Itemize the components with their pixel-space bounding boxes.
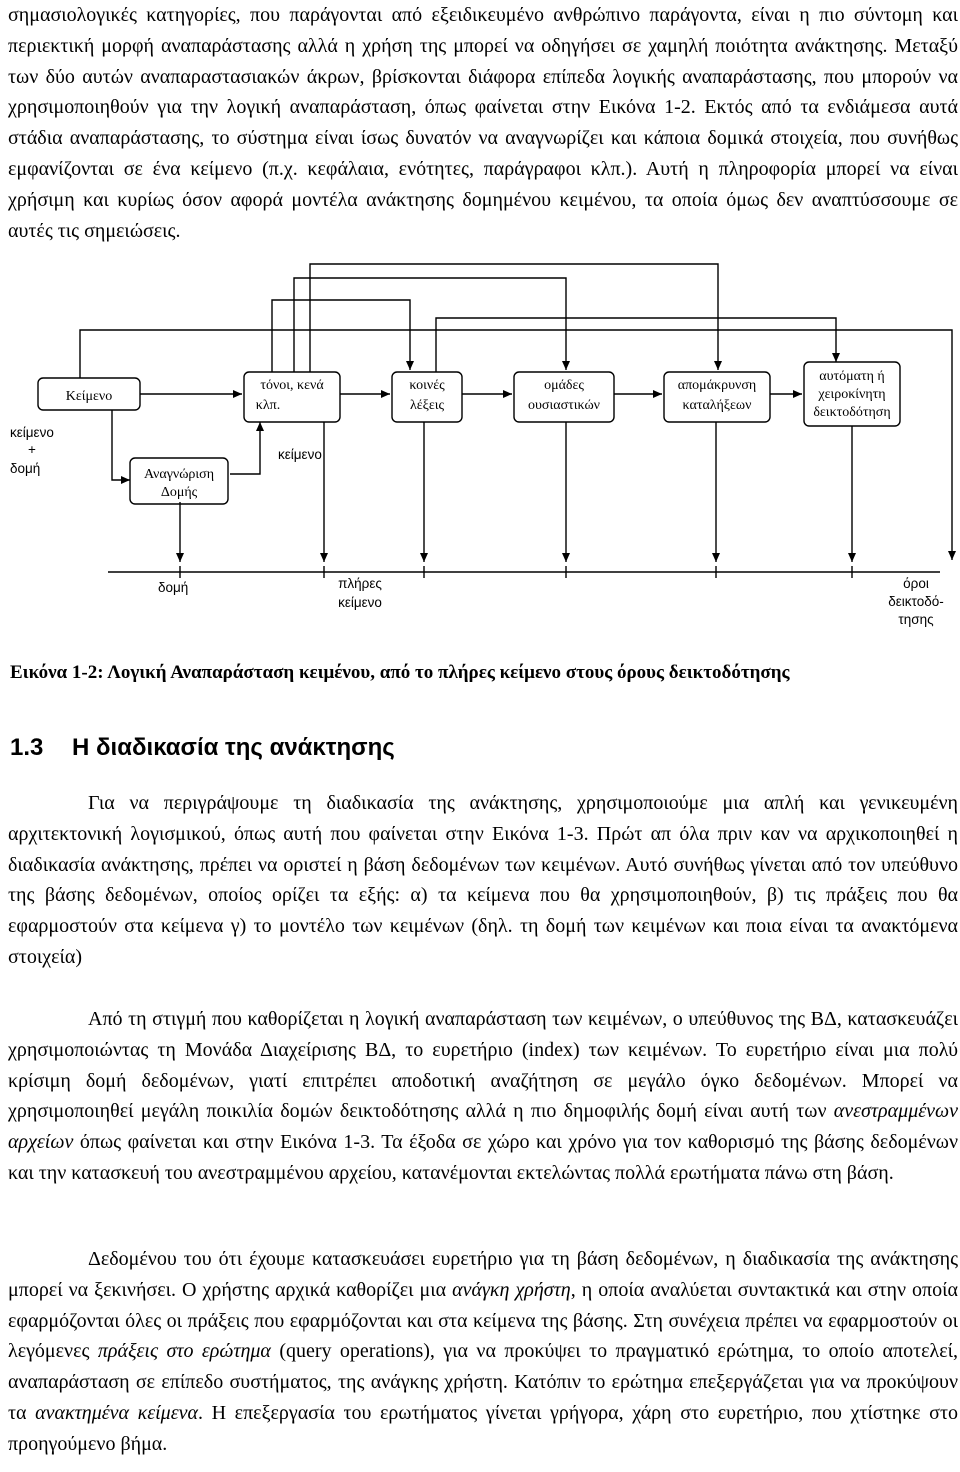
- box-text-label: Κείμενο: [65, 389, 113, 404]
- label-index-terms-1: όροι: [903, 576, 929, 591]
- label-index-terms-2: δεικτοδό-: [888, 594, 944, 609]
- term-inverted-files: ανεστραμμένων αρχείων: [8, 1100, 958, 1154]
- paragraph-index-construction: Από τη στιγμή που καθορίζεται η λογική αναπαράσταση των κειμένων, ο υπεύθυνος της ΒΔ, κατασκευάζει χρησιμοποιώντας τη Μονάδα Διαχείρισης ΒΔ, το ευρετήριο (index) των κειμένων. Το ευρετήριο είναι μια πολύ κρίσιμη δομή δεδομένων, γιατί επιτρέπει αποδοτική αναζήτηση σε μεγάλο όγκο δεδομένων. Μπορεί να χρησιμοποιηθεί μεγάλη ποικιλία δομών δεικτοδότησης αλλά η πιο δημοφιλής δομή είναι αυτή των ανεστραμμένων αρχείων όπως φαίνεται και στην Εικόνα 1-3. Τα έξοδα σε χώρο και χρόνο για τον καθορισμό της βάσης δεδομένων και την κατασκευή του ανεστραμμένου αρχείου, κατανέμονται εκτελώντας πολλά ερωτήματα πάνω στη βάση.: [8, 1008, 958, 1184]
- box-common-label-2: λέξεις: [409, 398, 445, 413]
- label-structure: δομή: [158, 580, 189, 595]
- box-groups-label-2: ουσιαστικών: [528, 398, 600, 413]
- label-text: κείμενο: [278, 447, 322, 462]
- arc-recognition-to-stopwords: [230, 422, 260, 474]
- arc-stopwords-to-groups: [294, 278, 566, 372]
- box-indexing-label-3: δεικτοδότηση: [813, 405, 891, 420]
- box-stemming-label-2: καταλήξεων: [682, 398, 752, 413]
- paragraph-logical-representation: σημασιολογικές κατηγορίες, που παράγονται από εξειδικευμένο ανθρώπινο παράγοντα, είναι η πιο σύντομη και περιεκτική μορφή αναπαράστασης αλλά η χρήση της μπορεί να οδηγήσει σε χαμηλή ποιότητα ανάκτησης. Μεταξύ των δύο αυτών αναπαραστασιακών άκρων, βρίσκονται διάφορα επίπεδα λογικής αναπαράστασης, που μπορούν να χρησιμοποιηθούν για την λογική αναπαράσταση, όπως φαίνεται στην Εικόνα 1-2. Εκτός από τα ενδιάμεσα αυτά στάδια αναπαράστασης, το σύστημα είναι ίσως δυνατόν να αναγνωρίζει και κάποια δομικά στοιχεία, που συνήθως εμφανίζονται σε ένα κείμενο (π.χ. κεφάλαια, ενότητες, παράγραφοι κλπ.). Αυτή η πληροφορία μπορεί να είναι χρήσιμη και κυρίως όσον αφορά μοντέλα ανάκτησης δομημένου κειμένου, τα οποία όμως δεν αναπτύσσουμε σε αυτές τις σημειώσεις.: [8, 4, 958, 242]
- drop-text: [112, 410, 130, 480]
- logical-representation-diagram: [0, 262, 960, 652]
- arc-stopwords-to-common: [272, 300, 410, 372]
- paragraph-retrieval-process: Για να περιγράψουμε τη διαδικασία της ανάκτησης, χρησιμοποιούμε μια απλή και γενικευμένη αρχιτεκτονική λογισμικού, όπως αυτή που φαίνεται στην Εικόνα 1-3. Πρώτ απ όλα πριν καν να αρχικοποιηθεί η διαδικασία ανάκτησης, πρέπει να οριστεί η βάση δεδομένων των κειμένων. Αυτό συνήθως γίνεται από τον υπεύθυνο της βάσης δεδομένων, οποίος ορίζει τα εξής: α) τα κείμενα που θα χρησιμοποιηθούν, β) τις πράξεις που θα εφαρμοστούν στα κείμενα γ) το μοντέλο των κειμένων (δηλ. τη δομή των κειμένων και ποια είναι τα ανακτόμενα στοιχεία): [8, 792, 958, 968]
- label-index-terms-3: τησης: [898, 612, 934, 627]
- section-heading: [10, 734, 395, 762]
- box-recognition-label-2: Δομής: [160, 485, 198, 500]
- term-query-operations: πράξεις στο ερώτημα: [97, 1340, 271, 1363]
- arc-text-to-end: [80, 330, 952, 560]
- figure-caption: Εικόνα 1-2: Λογική Αναπαράσταση κειμένου, από το πλήρες κείμενο στους όρους δεικτοδότησης: [10, 662, 790, 683]
- box-indexing-label-1: αυτόματη ή: [819, 369, 885, 384]
- arc-common-to-indexing: [436, 318, 836, 372]
- label-fulltext-1: πλήρες: [338, 576, 382, 591]
- label-text-structure-1: κείμενο: [10, 425, 54, 440]
- label-fulltext-2: κείμενο: [338, 595, 382, 610]
- paragraph-query-processing: Δεδομένου του ότι έχουμε κατασκευάσει ευρετήριο για τη βάση δεδομένων, η διαδικασία της ανάκτησης μπορεί να ξεκινήσει. Ο χρήστης αρχικά καθορίζει μια ανάγκη χρήστη, η οποία αναλύεται συντακτικά και στην οποία εφαρμόζονται όλες οι πράξεις που εφαρμόζονται και στα κείμενα της βάσης. Στη συνέχεια πρέπει να εφαρμοστούν οι λεγόμενες πράξεις στο ερώτημα (query operations), για να προκύψει το πραγματικό ερώτημα, το οποίο αποτελεί, αναπαράσταση σε επίπεδο συστήματος, της ανάγκης χρήστη. Κατόπιν το ερώτημα επεξεργάζεται για να προκύψουν τα ανακτημένα κείμενα. Η επεξεργασία του ερωτήματος γίνεται γρήγορα, χάρη στο ευρετήριο, που χτίστηκε στο προηγούμενο βήμα.: [8, 1248, 958, 1455]
- box-groups-label-1: ομάδες: [544, 378, 584, 393]
- box-common-label-1: κοινές: [409, 378, 445, 393]
- term-user-need: ανάγκη χρήστη: [452, 1278, 571, 1301]
- box-stemming-label-1: απομάκρυνση: [677, 378, 757, 393]
- box-indexing-label-2: χειροκίνητη: [818, 387, 886, 402]
- term-retrieved-documents: ανακτημένα κείμενα: [35, 1401, 198, 1424]
- label-text-structure-3: δομή: [10, 461, 41, 476]
- box-stopwords-label-2: κλπ.: [255, 398, 281, 413]
- box-stopwords-label-1: τόνοι, κενά: [260, 378, 324, 393]
- box-recognition-label-1: Αναγνώριση: [143, 467, 215, 482]
- section-title: Η διαδικασία της ανάκτησης: [72, 734, 395, 761]
- section-number: 1.3: [10, 734, 44, 761]
- label-text-structure-2: +: [28, 442, 36, 457]
